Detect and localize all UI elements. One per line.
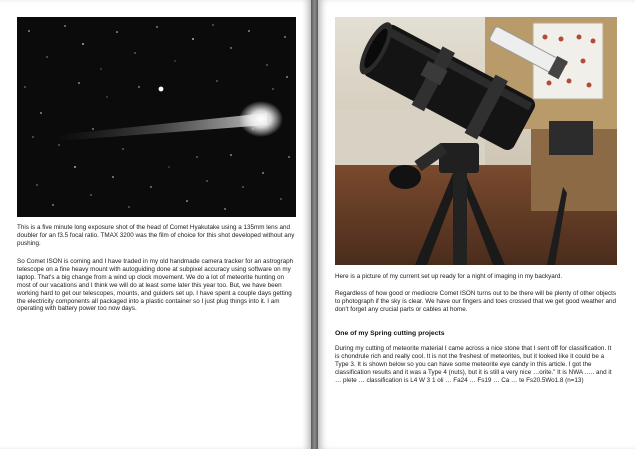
laptop — [549, 121, 593, 155]
tripod-post — [453, 167, 467, 265]
meteorite-paragraph: During my cutting of meteorite material I came across a nice stone that I sent off for classification. It is chondrule rich and really cool. It is not the freshest of meteorites, but it looked like it could be a Type 3. It is shown below so you can have some meteorite eye candy in this article. I got the classification results and it was a Type 4 (nuts), but it is still a very nice …orite.” It is NWA ….. and it … plete … classification is L4 W 3 1 oli … Fa24 … Fs19 … Ca … te Fs20.5Wo1.8 (n=13) — [335, 345, 612, 384]
left-page — [0, 0, 311, 449]
photo-caption-paragraph: This is a five minute long exposure shot of the head of Comet Hyakutake using a 135mm lens and doubler for an f3.5 focal ratio. TMAX 3200 was the film of choice for this shot developed without any pushing. — [17, 224, 295, 247]
ison-setup-paragraph: So Comet ISON is coming and I have traded in my old handmade camera tracker for an astrograph telescope on a fine heavy mount with autoguiding done at subpixel accuracy using software on my laptop. That's a big change from a wind up clock movement. We do a lot of meteorite hunting on most of our vacations and I think we will do at least some later this year too. But, we have been working hard to get our telescopes, mounts, and guiders set up. I have spent a couple days getting the electricity components all packaged into a plastic container so I just plug things into it. I am operating with battery power too now days. — [17, 258, 294, 313]
comet-head — [239, 101, 283, 137]
mount-head — [439, 143, 479, 173]
counterweight — [389, 165, 421, 189]
book-gutter — [311, 0, 318, 449]
setup-caption-paragraph: Here is a picture of my current set up ready for a night of imaging in my backyard. — [335, 273, 563, 280]
section-heading: One of my Spring cutting projects — [335, 330, 445, 337]
comet-photo — [17, 17, 296, 217]
ison-weather-paragraph: Regardless of how good or mediocre Comet ISON turns out to be there will be plenty of other objects to photograph if the sky is clear. We have our fingers and toes crossed that we get good weather and don't forget any crucial parts or cables at home. — [335, 290, 617, 313]
telescope-photo — [335, 17, 617, 265]
right-page — [318, 0, 635, 449]
